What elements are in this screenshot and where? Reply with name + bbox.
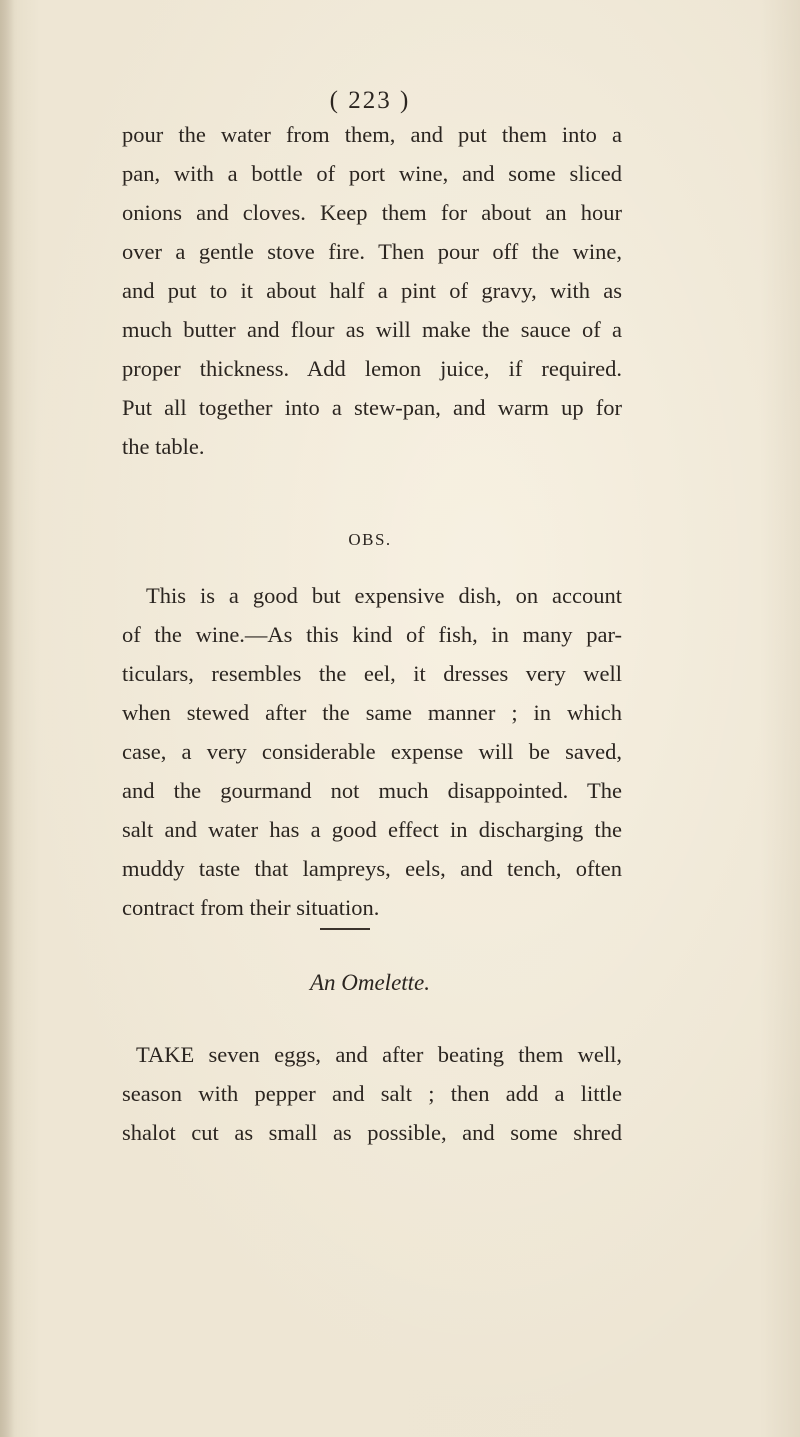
text-line: TAKE seven eggs, and after beating them well, [136, 1042, 622, 1067]
text-line: season with pepper and salt ; then add a little [122, 1081, 622, 1106]
text-line: onions and cloves. Keep them for about an hour [122, 200, 622, 225]
text-line: over a gentle stove fire. Then pour off the wine, [122, 239, 622, 264]
text-line: salt and water has a good effect in discharging the [122, 817, 622, 842]
text-line: proper thickness. Add lemon juice, if required. [122, 356, 622, 381]
section-divider [320, 928, 370, 930]
text-line: shalot cut as small as possible, and some shred [122, 1120, 622, 1145]
paragraph-omelette-instructions [122, 1035, 622, 1152]
text-line: when stewed after the same manner ; in which [122, 700, 622, 725]
recipe-title: An Omelette. [309, 970, 431, 995]
text-line: pan, with a bottle of port wine, and some sliced [122, 161, 622, 186]
text-line: and the gourmand not much disappointed. The [122, 778, 622, 803]
page-gutter-shadow [0, 0, 14, 1437]
text-line: contract from their situation. [122, 895, 380, 920]
text-line: ticulars, resembles the eel, it dresses very well [122, 661, 622, 686]
text-line: pour the water from them, and put them into a [122, 122, 622, 147]
paragraph-observation [122, 576, 622, 927]
page-number: ( 223 ) [329, 87, 411, 114]
text-line: case, a very considerable expense will be saved, [122, 739, 622, 764]
text-line: the table. [122, 434, 205, 459]
text-line: Put all together into a stew-pan, and warm up for [122, 395, 622, 420]
text-line: muddy taste that lampreys, eels, and tench, often [122, 856, 622, 881]
text-line: This is a good but expensive dish, on account [146, 583, 622, 608]
paragraph-stew-instructions [122, 115, 622, 466]
text-line: and put to it about half a pint of gravy, with as [122, 278, 622, 303]
text-line: of the wine.—As this kind of fish, in many par- [122, 622, 622, 647]
text-line: much butter and flour as will make the sauce of a [122, 317, 622, 342]
obs-heading: OBS. [348, 530, 392, 549]
